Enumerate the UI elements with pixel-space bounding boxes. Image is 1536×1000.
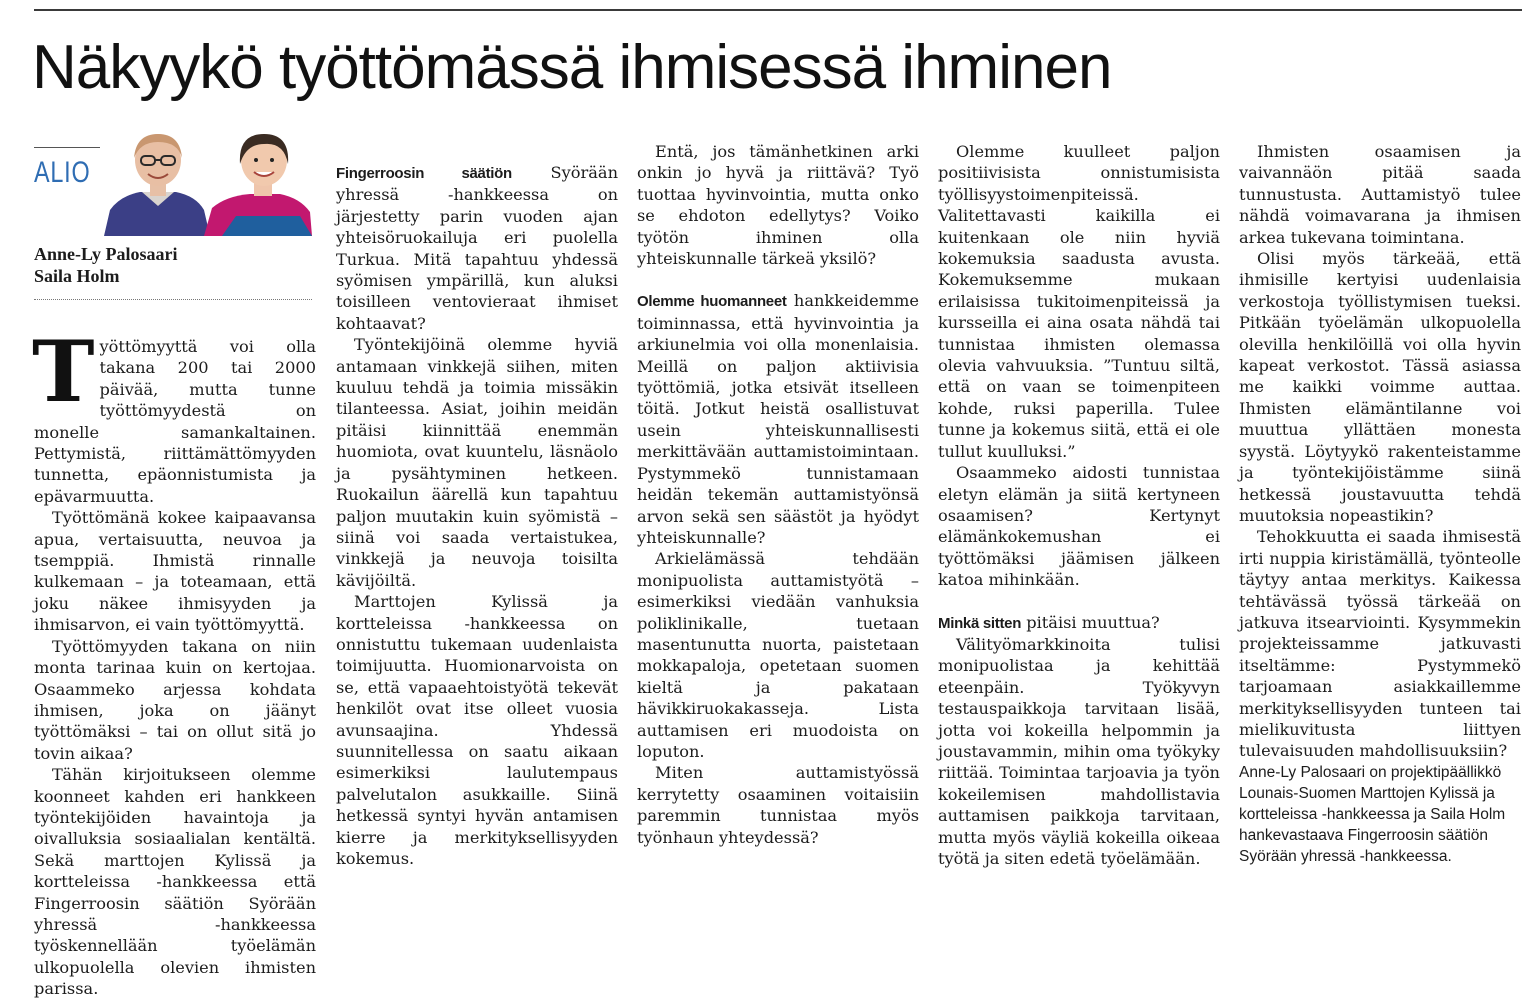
paragraph-lead: Minkä sitten [938,614,1022,632]
text-column-3 [637,141,919,848]
article-headline: Näkyykö työttömässä ihmisessä ihminen [32,33,1112,102]
author-names [34,243,178,287]
body-paragraph: yöttömyyttä voi olla takana 200 tai 2000 päivää, mutta tunne työttömyydestä on monelle samankaltainen. Pettymistä, riittämättömyyden tunnetta, epäonnistumista ja epävarmuutta. [34,337,316,506]
body-paragraph: Työntekijöinä olemme hyviä antamaan vinkkejä siihen, miten kuuluu tehdä ja toimia missäkin tilanteessa. Asiat, joihin meidän pitäisi kiinnittää enemmän huomiota, ovat kuuntelu, läsnäolo ja pysähtyminen hetkeen. Ruokailun äärellä kun tapahtuu paljon muutakin kuin syömistä – siinä voi saada vertaistukea, vinkkejä ja neuvoja toisilta kävijöiltä. [336,335,618,590]
body-paragraph: Arkielämässä tehdään monipuolista auttamistyötä – esimerkiksi viedään vanhuksia poliklinikalle, tuetaan masentunutta nuorta, paistetaan mokkapaloja, opetetaan suomen kieltä ja pakataan hävikkiruokakasseja. Lista auttamisen eri muodoista on loputon. [637,549,919,761]
body-paragraph: Tehokkuutta ei saada ihmisestä irti nuppia kiristämällä, työnteolle täytyy antaa merkitys. Kaikessa tehtävässä työssä tärkeää on jatkuva itsearviointi. Kysymmekin projekteissamme jatkuvasti itseltämme: Pystymmekö tarjoamaan asiakkaillemme merkityksellisyyden tunteen tai mielikuvitusta liittyen tulevaisuuden mahdollisuuksiin? [1239,527,1521,761]
body-paragraph: Tähän kirjoitukseen olemme koonneet kahden eri hankkeen työntekijöiden havaintoja ja oivalluksia sosiaalialan kentältä. Sekä marttojen Kylissä ja kortteleissa -hankkeessa että Fingerroosin säätiön Syörään yhressä -hankkeessa työskennellään työelämän ulkopuolella olevien ihmisten parissa. [34,765,316,999]
body-paragraph: Työttömyyden takana on niin monta tarinaa kuin on kertojaa. Osaammeko arjessa kohdata ihmisen, joka on jäänyt työttömäksi – tai on ollut sitä jo tovin aikaa? [34,636,316,763]
body-paragraph: Välityömarkkinoita tulisi monipuolistaa ja kehittää eteenpäin. Työkyvyn testauspaikkoja tarvitaan lisää, jotta voi kokeilla helpommin ja joustavammin, mihin oma työkyky riittää. Toimintaa tarjoavia ja työn kokeilemisen mahdollistavia auttamisen paikkoja tarvitaan, mutta myös väyliä kokeilla oikeaa työtä ja siten edetä työelämään. [938,634,1220,868]
body-paragraph: Syörään yhressä -hankkeessa on järjestetty parin vuoden ajan yhteisöruokailuja eri puolella Turkua. Mitä tapahtuu yhdessä syömisen ympärillä, kun aluksi toisilleen ventovieraat ihmiset kohtaavat? [336,163,618,333]
paragraph-lead: Fingerroosin säätiön [336,165,512,182]
body-paragraph: Olisi myös tärkeää, että ihmisille kertyisi uudenlaisia verkostoja työllistymisen tueksi. Pitkään työelämän ulkopuolella olevilla henkilöillä voi olla hyvin kapeat verkostot. Tässä asiassa me kaikki voimme auttaa. Ihmisten elämäntilanne voi muuttua yllättäen monesta syystä. Löytyykö rakenteistamme ja työntekijöistämme siinä hetkessä joustavuutta tehdä muutoksia nopeastikin? [1239,249,1521,525]
body-paragraph: Työttömänä kokee kaipaavansa apua, vertaisuutta, neuvoa ja tsemppiä. Ihmistä rinnalle kulkemaan – ja toteamaan, että joku näkee ihmisyyden ja ihmisarvon, ei vain työttömyyttä. [34,508,316,635]
text-column-2 [336,141,618,869]
body-paragraph: Entä, jos tämänhetkinen arki onkin jo hyvä ja riittävä? Työ tuottaa hyvinvointia, mutta onko se ehdoton edellytys? Voiko työtön ihminen olla yhteiskunnalle tärkeä yksilö? [637,142,919,269]
author-bio: Anne-Ly Palosaari on projektipäällikkö Lounais-Suomen Marttojen Kylissä ja kortteleissa -hankkeessa ja Saila Holm hankevastaava Fingerroosin säätiön Syörään yhressä -hankkeessa. [1239,763,1506,865]
body-paragraph: Ihmisten osaamisen ja vaivannäön pitää saada tunnustusta. Auttamistyö tulee nähdä voimavarana ja ihmisen arkea tukevana toimintana. [1239,142,1521,247]
text-column-1 [32,322,316,1000]
byline-rule [34,299,312,300]
body-paragraph: Olemme kuulleet paljon positiivisista onnistumisista työllisyystoimenpiteissä. Valitettavasti kaikilla ei kuitenkaan ole niin hyviä kokemuksia saadusta avusta. Kokemuksemme mukaan erilaisissa tukitoimenpiteissä ja kursseilla ei aina osata nähdä tai tunnistaa ihmisten olemassa olevia vahvuuksia. ”Tuntuu siltä, että on vaan se toimenpiteen kohde, ruksi paperilla. Tulee tunne ja kokemus siitä, että ei ole tullut kuulluksi.” [938,142,1220,461]
author-name: Saila Holm [34,266,120,286]
body-paragraph: Osaammeko aidosti tunnistaa eletyn elämän ja siitä kertyneen osaamisen? Kertynyt elämänkokemushan ei työttömäksi jäämisen jälkeen katoa mihinkään. [938,463,1220,590]
paragraph-lead: Olemme huomanneet [637,293,787,311]
drop-cap: T [32,322,95,421]
text-column-4 [938,141,1220,869]
body-paragraph: pitäisi muuttua? [1026,612,1160,632]
author-photos [100,132,312,236]
top-rule [34,9,1522,11]
author-name: Anne-Ly Palosaari [34,244,178,264]
text-column-5 [1239,141,1521,867]
section-label: ALIO [34,156,91,189]
body-paragraph: Marttojen Kylissä ja kortteleissa -hankkeessa on onnistuttu tukemaan uudenlaista toimijuutta. Huomionarvoista on se, että vapaaehtoistyötä tekevät henkilöt ovat itse olleet vuosia avunsaajina. Yhdessä suunnitellessa on saatu aikaan esimerkiksi laulutempaus palvelutalon asukkaille. Siinä hetkessä syntyi hyvän antamisen kierre ja merkityksellisyyden kokemus. [336,592,618,868]
body-paragraph: hankkeidemme toiminnassa, että hyvinvointia ja arkiunelmia voi olla monenlaisia. Meillä on paljon aktiivisia työttömiä, jotka etsivät itselleen töitä. Jotkut heistä osallistuvat usein yhteiskunnallisesti merkittävään auttamistoimintaan. Pystymmekö tunnistamaan heidän tekemän auttamistyönsä arvon sekä sen säästöt ja hyödyt yhteiskunnalle? [637,291,919,547]
body-paragraph: Miten auttamistyössä kerrytetty osaaminen voitaisiin paremmin tunnistaa myös työnhaun yhteydessä? [637,763,919,847]
